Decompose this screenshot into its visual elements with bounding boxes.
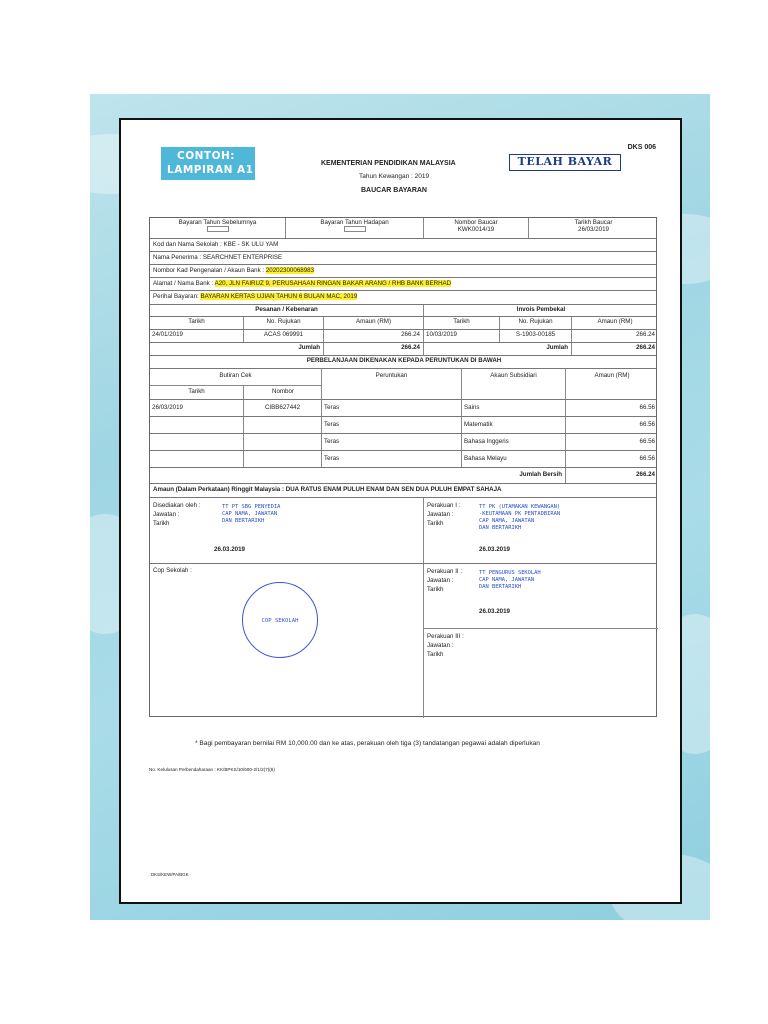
invoice-section-label: Invois Pembekal (516, 306, 566, 313)
allocation-header: Butiran Cek Tarikh Nombor Peruntukan Akaun Subsidiari Amaun (RM) (150, 369, 656, 400)
address-label: Alamat / Nama Bank : (153, 280, 214, 287)
amount-in-words-row (150, 484, 656, 498)
signature-row-1 (150, 498, 656, 564)
allocation-title: PERBELANJAAN DIKENAKAN KEPADA PERUNTUKAN DI BAWAH (306, 357, 502, 364)
net-total: 266.24 (636, 471, 655, 478)
financial-year: Tahun Kewangan : 2019 (359, 173, 430, 180)
invoice-total: 266.24 (636, 344, 655, 351)
order-section-label: Pesanan / Kebenaran (150, 305, 424, 316)
cheque-label: Butiran Cek (150, 369, 321, 386)
footnote: * Bagi pembayaran bernilai RM 10,000.00 dan ke atas, perakuan oleh tiga (3) tandatangan pegawai adalah diperlukan (195, 740, 540, 747)
ic-label: Nombor Kad Pengenalan / Akaun Bank : (153, 267, 265, 274)
prev-year-label: Bayaran Tahun Sebelumnya (178, 219, 257, 226)
voucher-header-row (150, 218, 656, 239)
amount-words-value: DUA RATUS ENAM PULUH ENAM DAN SEN DUA PULUH EMPAT SAHAJA (285, 486, 502, 493)
ministry-name: KEMENTERIAN PENDIDIKAN MALAYSIA (321, 160, 456, 167)
treasury-reference: No. Kelulusan Perbendaharaan : KK/BPKS/10/600-2/1/2(7)(6) (149, 767, 275, 772)
net-total-row: Jumlah Bersih 266.24 (150, 468, 656, 484)
certification-1-signature: TT PK (UTAMAKAN KEWANGAN) -KEUTAMAAN PK PENTADBIRAN CAP NAMA, JAWATAN DAN BERTARIKH (479, 504, 561, 531)
certification-1-date: 26.03.2019 (479, 546, 510, 553)
certification-2-box: Perakuan II : Jawatan : Tarikh TT PENGURUS SEKOLAH CAP NAMA, JAWATAN DAN BERTARIKH 26.03.2019 (424, 564, 658, 629)
prepared-by-signature: TT PT SBG PENYEDIA CAP NAMA, JAWATAN DAN BERTARIKH (222, 504, 281, 524)
certification-2-date: 26.03.2019 (479, 608, 510, 615)
purpose-value: BAYARAN KERTAS UJIAN TAHUN 6 BULAN MAC, 2019 (200, 293, 358, 300)
signature-row-2 (150, 564, 656, 718)
voucher-no-label: Nombor Baucar (454, 219, 498, 226)
paid-stamp: TELAH BAYAR (509, 154, 621, 171)
order-header-row: Tarikh No. Rujukan Amaun (RM) Tarikh No. Rujukan Amaun (RM) (150, 317, 656, 330)
certification-1-box: Perakuan I : Jawatan : Tarikh TT PK (UTAMAKAN KEWANGAN) -KEUTAMAAN PK PENTADBIRAN CAP NAMA, JAWATAN DAN BERTARIKH 26.03.2019 (427, 502, 561, 553)
ic-value: 20202300068983 (265, 267, 315, 274)
voucher-no: KWK0014/19 (457, 226, 495, 233)
allocation-row: Teras Bahasa Inggeris 66.56 (150, 434, 656, 451)
school-stamp-box: Cop Sekolah : COP SEKOLAH (150, 564, 424, 718)
allocation-row: Teras Bahasa Melayu 66.56 (150, 451, 656, 468)
amount-words-label: Amaun (Dalam Perkataan) Ringgit Malaysia : (153, 486, 285, 493)
voucher-date: 26/03/2019 (578, 226, 609, 233)
purpose-label: Perihal Bayaran: (153, 293, 199, 300)
address-value: A20, JLN FAIRUZ 9, PERUSAHAAN RINGAN BAKAR ARANG / RHB BANK BERHAD (214, 280, 452, 287)
voucher-date-label: Tarikh Baucar (574, 219, 613, 226)
prepared-by-box: Disediakan oleh : Jawatan : Tarikh TT PT SBG PENYEDIA CAP NAMA, JAWATAN DAN BERTARIKH 26.03.2019 (150, 498, 424, 563)
payee-line: Nama Penerima : SEARCHNET ENTERPRISE (153, 254, 283, 261)
voucher-form (149, 217, 657, 717)
order-data-row: 24/01/2019 ACAS 069991 266.24 10/03/2019 S-1903-00185 266.24 (150, 330, 656, 343)
next-year-box (344, 226, 366, 232)
allocation-row: Teras Matematik 66.56 (150, 417, 656, 434)
prepared-date: 26.03.2019 (214, 546, 245, 553)
school-stamp-circle: COP SEKOLAH (242, 582, 318, 658)
voucher-document (119, 118, 682, 904)
form-code: DKS 006 (627, 144, 656, 151)
document-title: BAUCAR BAYARAN (361, 187, 427, 194)
form-footer-code: DKS/KEW/PA/BGK (151, 872, 189, 877)
allocation-row: 26/03/2019 CIBB627442 Teras Sains 66.56 (150, 400, 656, 417)
order-total: 266.24 (324, 343, 424, 355)
certification-2-signature: TT PENGURUS SEKOLAH CAP NAMA, JAWATAN DAN BERTARIKH (479, 570, 541, 590)
certification-3-box: Perakuan III : Jawatan : Tarikh (427, 633, 464, 658)
sample-label: CONTOH: LAMPIRAN A1 (161, 147, 255, 180)
school-line: Kod dan Nama Sekolah : KBE - SK ULU YAM (153, 241, 279, 248)
next-year-label: Bayaran Tahun Hadapan (320, 219, 389, 226)
prev-year-box (207, 226, 229, 232)
order-total-row: Jumlah 266.24 Jumlah 266.24 (150, 343, 656, 356)
